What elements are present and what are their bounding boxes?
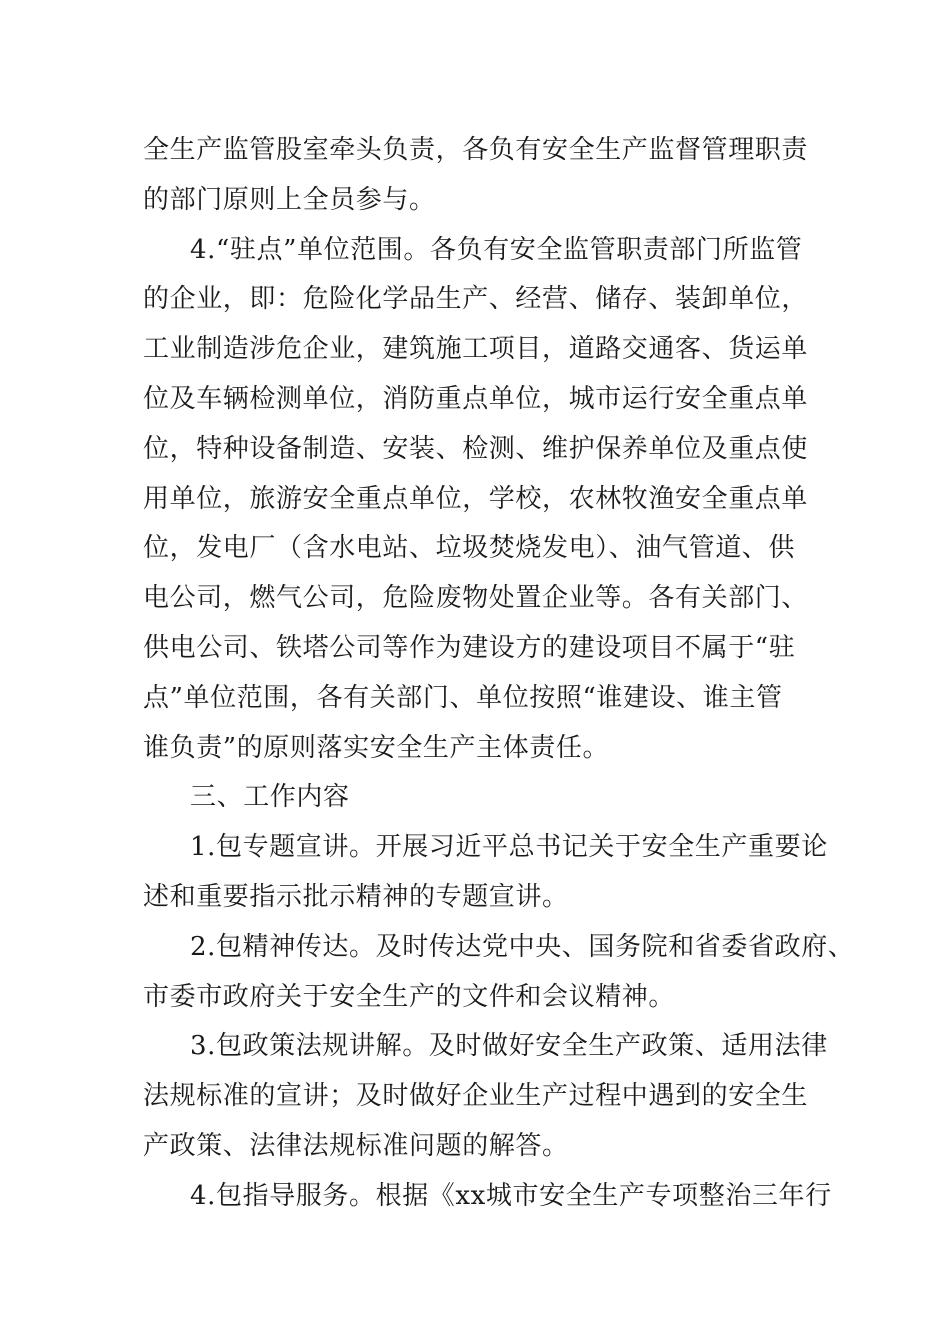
text-line: 全生产监管股室牵头负责，各负有安全生产监督管理职责 xyxy=(143,135,809,165)
text-line: 电公司，燃气公司，危险废物处置企业等。各有关部门、 xyxy=(143,583,809,614)
text-line: 4.包指导服务。根据《xx城市安全生产专项整治三年行 xyxy=(190,1180,832,1211)
document-body xyxy=(143,126,855,1222)
text-line: 产政策、法律法规标准问题的解答。 xyxy=(143,1130,569,1161)
text-line: 述和重要指示批示精神的专题宣讲。 xyxy=(143,881,569,912)
text-line: 位及车辆检测单位，消防重点单位，城市运行安全重点单 xyxy=(143,383,809,414)
text-line: 位，特种设备制造、安装、检测、维护保养单位及重点使 xyxy=(143,433,809,464)
text-line: 供电公司、铁塔公司等作为建设方的建设项目不属于“驻 xyxy=(143,632,796,663)
text-line: 的企业，即：危险化学品生产、经营、储存、装卸单位， xyxy=(143,284,809,315)
text-line: 用单位，旅游安全重点单位，学校，农林牧渔安全重点单 xyxy=(143,483,809,514)
text-line: 位，发电厂（含水电站、垃圾焚烧发电）、油气管道、供 xyxy=(143,533,796,564)
text-line: 1.包专题宣讲。开展习近平总书记关于安全生产重要论 xyxy=(190,832,828,863)
text-line: 2.包精神传达。及时传达党中央、国务院和省委省政府、 xyxy=(190,931,855,962)
text-line: 工业制造涉危企业，建筑施工项目，道路交通客、货运单 xyxy=(143,334,809,365)
text-line: 谁负责”的原则落实安全生产主体责任。 xyxy=(143,732,610,763)
text-line: 法规标准的宣讲；及时做好企业生产过程中遇到的安全生 xyxy=(143,1081,809,1112)
text-line: 的部门原则上全员参与。 xyxy=(143,184,436,215)
text-line: 4.“驻点”单位范围。各负有安全监管职责部门所监管 xyxy=(190,234,803,265)
text-line: 3.包政策法规讲解。及时做好安全生产政策、适用法律 xyxy=(190,1031,828,1062)
text-line: 市委市政府关于安全生产的文件和会议精神。 xyxy=(143,981,676,1012)
section-heading: 三、工作内容 xyxy=(190,782,350,813)
text-line: 点”单位范围，各有关部门、单位按照“谁建设、谁主管 xyxy=(143,682,783,713)
